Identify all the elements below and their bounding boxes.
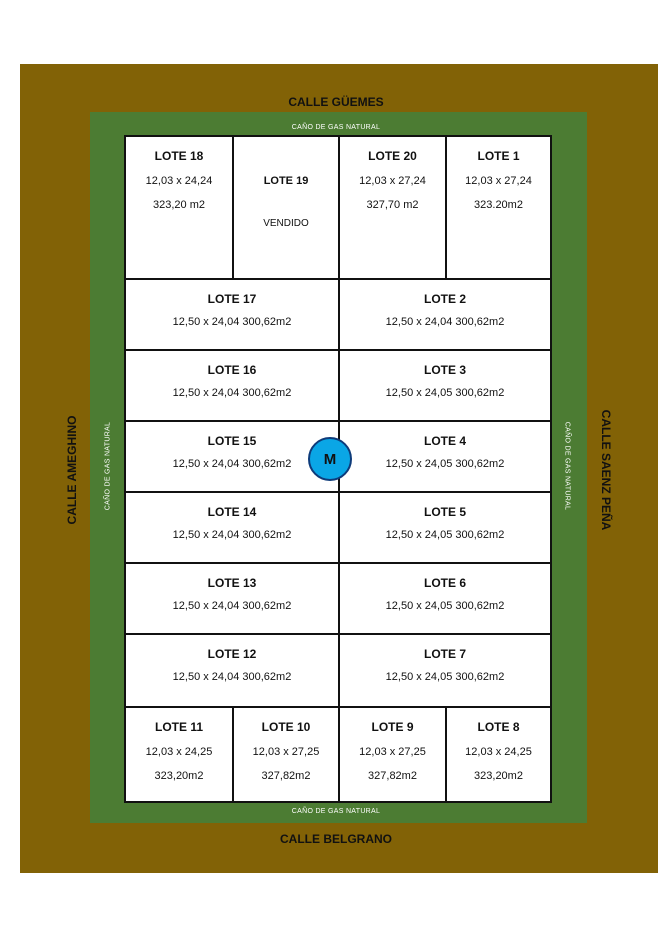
lot-8[interactable] bbox=[445, 706, 552, 803]
lot-20[interactable] bbox=[338, 135, 447, 280]
gas-line-label-west-text: CAÑO DE GAS NATURAL bbox=[104, 421, 112, 511]
lot-area: 327,82m2 bbox=[261, 770, 311, 782]
street-label-south: CALLE BELGRANO bbox=[280, 832, 392, 846]
lot-11[interactable] bbox=[124, 706, 234, 803]
lot-3[interactable] bbox=[338, 349, 552, 422]
lot-name: LOTE 20 bbox=[368, 149, 417, 163]
lot-dimensions-area: 12,50 x 24,04 300,62m2 bbox=[172, 316, 292, 328]
lot-dimensions-area: 12,50 x 24,05 300,62m2 bbox=[385, 458, 505, 470]
lot-dimensions: 12,03 x 24,24 bbox=[145, 175, 213, 187]
lot-dimensions: 12,03 x 27,25 bbox=[359, 746, 426, 758]
street-label-north: CALLE GÜEMES bbox=[288, 95, 384, 109]
lot-area: 327,70 m2 bbox=[366, 199, 419, 211]
lot-area: 327,82m2 bbox=[368, 770, 417, 782]
lot-5[interactable] bbox=[338, 491, 552, 564]
lot-area: 323,20m2 bbox=[474, 770, 523, 782]
lot-name: LOTE 18 bbox=[154, 149, 204, 163]
lot-name: LOTE 13 bbox=[207, 576, 257, 590]
lot-dimensions-area: 12,50 x 24,04 300,62m2 bbox=[385, 316, 505, 328]
street-label-west-text: CALLE AMEGHINO bbox=[65, 415, 79, 525]
lot-dimensions: 12,03 x 24,25 bbox=[145, 746, 213, 758]
lot-name: LOTE 7 bbox=[423, 647, 466, 661]
lot-18[interactable] bbox=[124, 135, 234, 280]
lot-name: LOTE 8 bbox=[477, 720, 520, 734]
lot-name: LOTE 17 bbox=[207, 292, 257, 306]
gas-line-label-south: CAÑO DE GAS NATURAL bbox=[291, 808, 381, 815]
lot-12[interactable] bbox=[124, 633, 340, 708]
lot-dimensions-area: 12,50 x 24,04 300,62m2 bbox=[172, 671, 292, 683]
lot-name: LOTE 14 bbox=[207, 505, 257, 519]
lot-name: LOTE 5 bbox=[423, 505, 466, 519]
lot-name: LOTE 10 bbox=[261, 720, 311, 734]
lot-name: LOTE 4 bbox=[423, 434, 466, 448]
lot-name: LOTE 16 bbox=[207, 363, 257, 377]
lot-dimensions-area: 12,50 x 24,05 300,62m2 bbox=[385, 529, 505, 541]
lot-dimensions: 12,03 x 27,24 bbox=[465, 175, 532, 187]
lot-area: 323,20m2 bbox=[154, 770, 204, 782]
lot-13[interactable] bbox=[124, 562, 340, 635]
lot-dimensions-area: 12,50 x 24,04 300,62m2 bbox=[172, 387, 292, 399]
lot-name: LOTE 19 bbox=[263, 175, 309, 187]
lot-dimensions-area: 12,50 x 24,05 300,62m2 bbox=[385, 387, 505, 399]
lot-dimensions-area: 12,50 x 24,04 300,62m2 bbox=[172, 529, 292, 541]
lot-area: 323.20m2 bbox=[474, 199, 523, 211]
lot-name: LOTE 3 bbox=[423, 363, 466, 377]
lot-dimensions-area: 12,50 x 24,04 300,62m2 bbox=[172, 458, 292, 470]
lot-dimensions: 12,03 x 24,25 bbox=[465, 746, 532, 758]
lot-area: 323,20 m2 bbox=[153, 199, 205, 211]
lot-dimensions-area: 12,50 x 24,04 300,62m2 bbox=[172, 600, 292, 612]
lot-name: LOTE 1 bbox=[477, 149, 520, 163]
lot-7[interactable] bbox=[338, 633, 552, 708]
lot-9[interactable] bbox=[338, 706, 447, 803]
gas-line-label-east-text: CAÑO DE GAS NATURAL bbox=[563, 421, 571, 511]
lot-dimensions-area: 12,50 x 24,05 300,62m2 bbox=[385, 600, 505, 612]
lot-dimensions: 12,03 x 27,25 bbox=[252, 746, 320, 758]
lot-1[interactable] bbox=[445, 135, 552, 280]
lot-17[interactable] bbox=[124, 278, 340, 351]
lot-14[interactable] bbox=[124, 491, 340, 564]
gas-line-label-north: CAÑO DE GAS NATURAL bbox=[291, 124, 381, 131]
lot-name: LOTE 6 bbox=[423, 576, 466, 590]
lot-name: LOTE 12 bbox=[207, 647, 257, 661]
lot-name: LOTE 9 bbox=[371, 720, 414, 734]
lot-dimensions: 12,03 x 27,24 bbox=[359, 175, 426, 187]
lot-2[interactable] bbox=[338, 278, 552, 351]
lot-6[interactable] bbox=[338, 562, 552, 635]
lot-name: LOTE 15 bbox=[207, 434, 257, 448]
lot-19[interactable] bbox=[232, 135, 340, 280]
marker-m[interactable]: M bbox=[308, 437, 352, 481]
lot-10[interactable] bbox=[232, 706, 340, 803]
street-label-east-text: CALLE SAENZ PEÑA bbox=[599, 409, 613, 531]
lot-name: LOTE 11 bbox=[154, 720, 204, 734]
lot-status-sold: VENDIDO bbox=[263, 218, 309, 229]
lot-dimensions-area: 12,50 x 24,05 300,62m2 bbox=[385, 671, 505, 683]
lot-16[interactable] bbox=[124, 349, 340, 422]
lot-name: LOTE 2 bbox=[423, 292, 466, 306]
lot-4[interactable] bbox=[338, 420, 552, 493]
